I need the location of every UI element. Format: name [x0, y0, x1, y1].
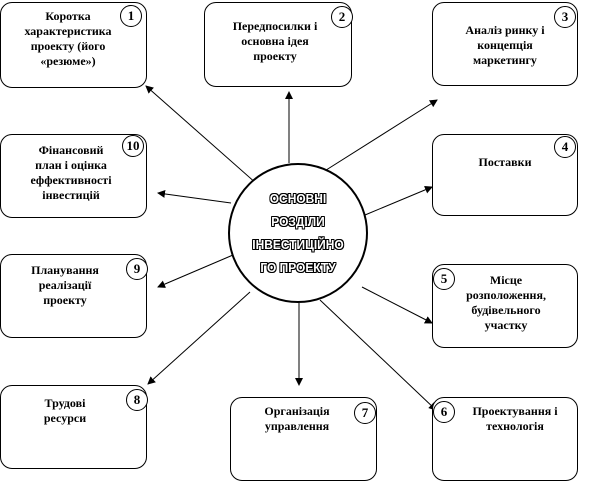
section-label-5: Місце розположення, будівельного участку: [466, 273, 546, 332]
section-number-3: 3: [554, 6, 576, 28]
arrow-to-section-1: [146, 86, 257, 184]
section-box-9: [0, 254, 147, 338]
section-number-8: 8: [126, 389, 148, 411]
section-number-4: 4: [554, 136, 576, 158]
section-number-5: 5: [433, 268, 455, 290]
central-topic-circle: [228, 163, 368, 303]
arrow-to-section-3: [323, 100, 437, 172]
section-label-6: Проектування і технологія: [472, 404, 558, 433]
section-number-10: 10: [122, 135, 144, 157]
arrow-to-section-5: [362, 287, 432, 323]
arrow-to-section-8: [148, 292, 250, 384]
section-number-9: 9: [126, 258, 148, 280]
arrow-to-section-10: [158, 193, 231, 203]
section-box-8: [0, 385, 147, 469]
section-box-6: [432, 397, 578, 481]
section-label-10: Фінансовий план і оцінка еффективності інвестицій: [30, 143, 112, 202]
section-number-6: 6: [433, 401, 455, 423]
section-box-3: [432, 2, 578, 86]
section-number-2: 2: [331, 6, 353, 28]
section-box-10: [0, 134, 147, 218]
section-number-7: 7: [354, 402, 376, 424]
arrow-to-section-4: [365, 187, 432, 215]
section-label-9: Планування реалізації проекту: [31, 263, 99, 307]
central-topic-label: ОСНОВНІ РОЗДІЛИ ІНВЕСТИЦІЙНО ГО ПРОЕКТУ: [252, 191, 344, 275]
section-box-1: [0, 2, 147, 88]
section-box-4: [432, 134, 578, 216]
section-label-8: Трудові ресурси: [43, 396, 87, 425]
arrow-to-section-9: [158, 255, 233, 287]
section-number-1: 1: [120, 5, 142, 27]
section-box-5: [432, 264, 578, 348]
section-label-7: Організація управлення: [264, 404, 330, 433]
section-box-7: [230, 397, 377, 481]
section-label-2: Передпосилки і основна ідея проекту: [232, 19, 318, 63]
section-label-3: Аналіз ринку і концепція маркетингу: [465, 23, 545, 67]
section-box-2: [204, 2, 352, 87]
section-label-4: Поставки: [478, 155, 532, 169]
section-label-1: Коротка характеристика проекту (його «резюме»): [24, 9, 112, 68]
